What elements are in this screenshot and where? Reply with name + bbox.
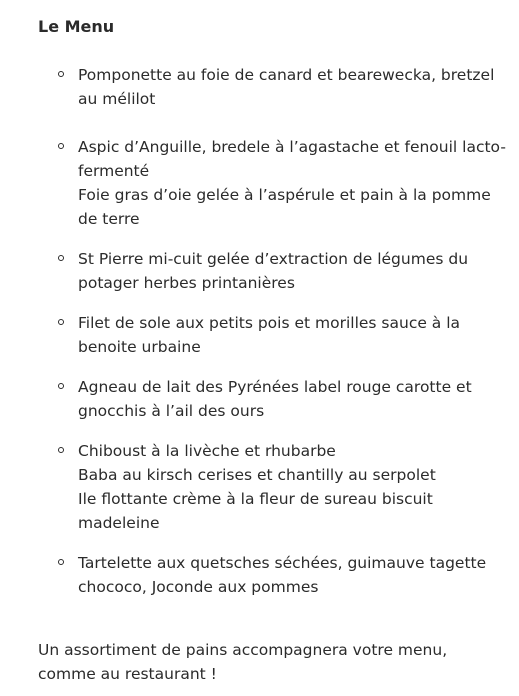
menu-item-line: Agneau de lait des Pyrénées label rouge carotte et	[78, 378, 472, 396]
circle-bullet-icon	[58, 447, 64, 453]
menu-item-line: au mélilot	[78, 90, 156, 108]
menu-item-text	[78, 439, 488, 535]
menu-item-line: fermenté	[78, 162, 150, 180]
circle-bullet-icon	[58, 559, 64, 565]
menu-item-line: St Pierre mi-cuit gelée d’extraction de légumes du	[78, 250, 469, 268]
circle-bullet-icon	[58, 143, 64, 149]
menu-item-line: Foie gras d’oie gelée à l’aspérule et pain à la pomme	[78, 186, 491, 204]
menu-item-line: madeleine	[78, 514, 160, 532]
menu-item-line: Ile flottante crème à la fleur de sureau biscuit	[78, 490, 433, 508]
menu-item-text	[78, 247, 488, 295]
menu-item-text	[78, 311, 488, 359]
menu-item-line: Baba au kirsch cerises et chantilly au serpolet	[78, 466, 436, 484]
menu-item-line: Tartelette aux quetsches séchées, guimauve tagette	[78, 554, 487, 572]
footer-line: Un assortiment de pains accompagnera votre menu,	[38, 641, 448, 659]
menu-item-text	[78, 375, 488, 423]
circle-bullet-icon	[58, 319, 64, 325]
menu-item-line: chococo, Joconde aux pommes	[78, 578, 319, 596]
menu-item-line: de terre	[78, 210, 140, 228]
menu-item-line: Filet de sole aux petits pois et morilles sauce à la	[78, 314, 461, 332]
menu-item-line: Pomponette au foie de canard et bearewecka, bretzel	[78, 66, 495, 84]
menu-item-text	[78, 135, 506, 231]
footer-line: comme au restaurant !	[38, 665, 217, 683]
circle-bullet-icon	[58, 255, 64, 261]
circle-bullet-icon	[58, 71, 64, 77]
menu-item-line: gnocchis à l’ail des ours	[78, 402, 265, 420]
menu-item-line: potager herbes printanières	[78, 274, 295, 292]
menu-item-line: Aspic d’Anguille, bredele à l’agastache et fenouil lacto-	[78, 138, 506, 156]
circle-bullet-icon	[58, 383, 64, 389]
menu-item-text	[78, 551, 488, 599]
footer-note	[38, 638, 447, 686]
menu-item-line: Chiboust à la livèche et rhubarbe	[78, 442, 336, 460]
menu-item-line: benoite urbaine	[78, 338, 201, 356]
menu-item-text	[78, 63, 495, 111]
menu-title: Le Menu	[38, 17, 115, 36]
